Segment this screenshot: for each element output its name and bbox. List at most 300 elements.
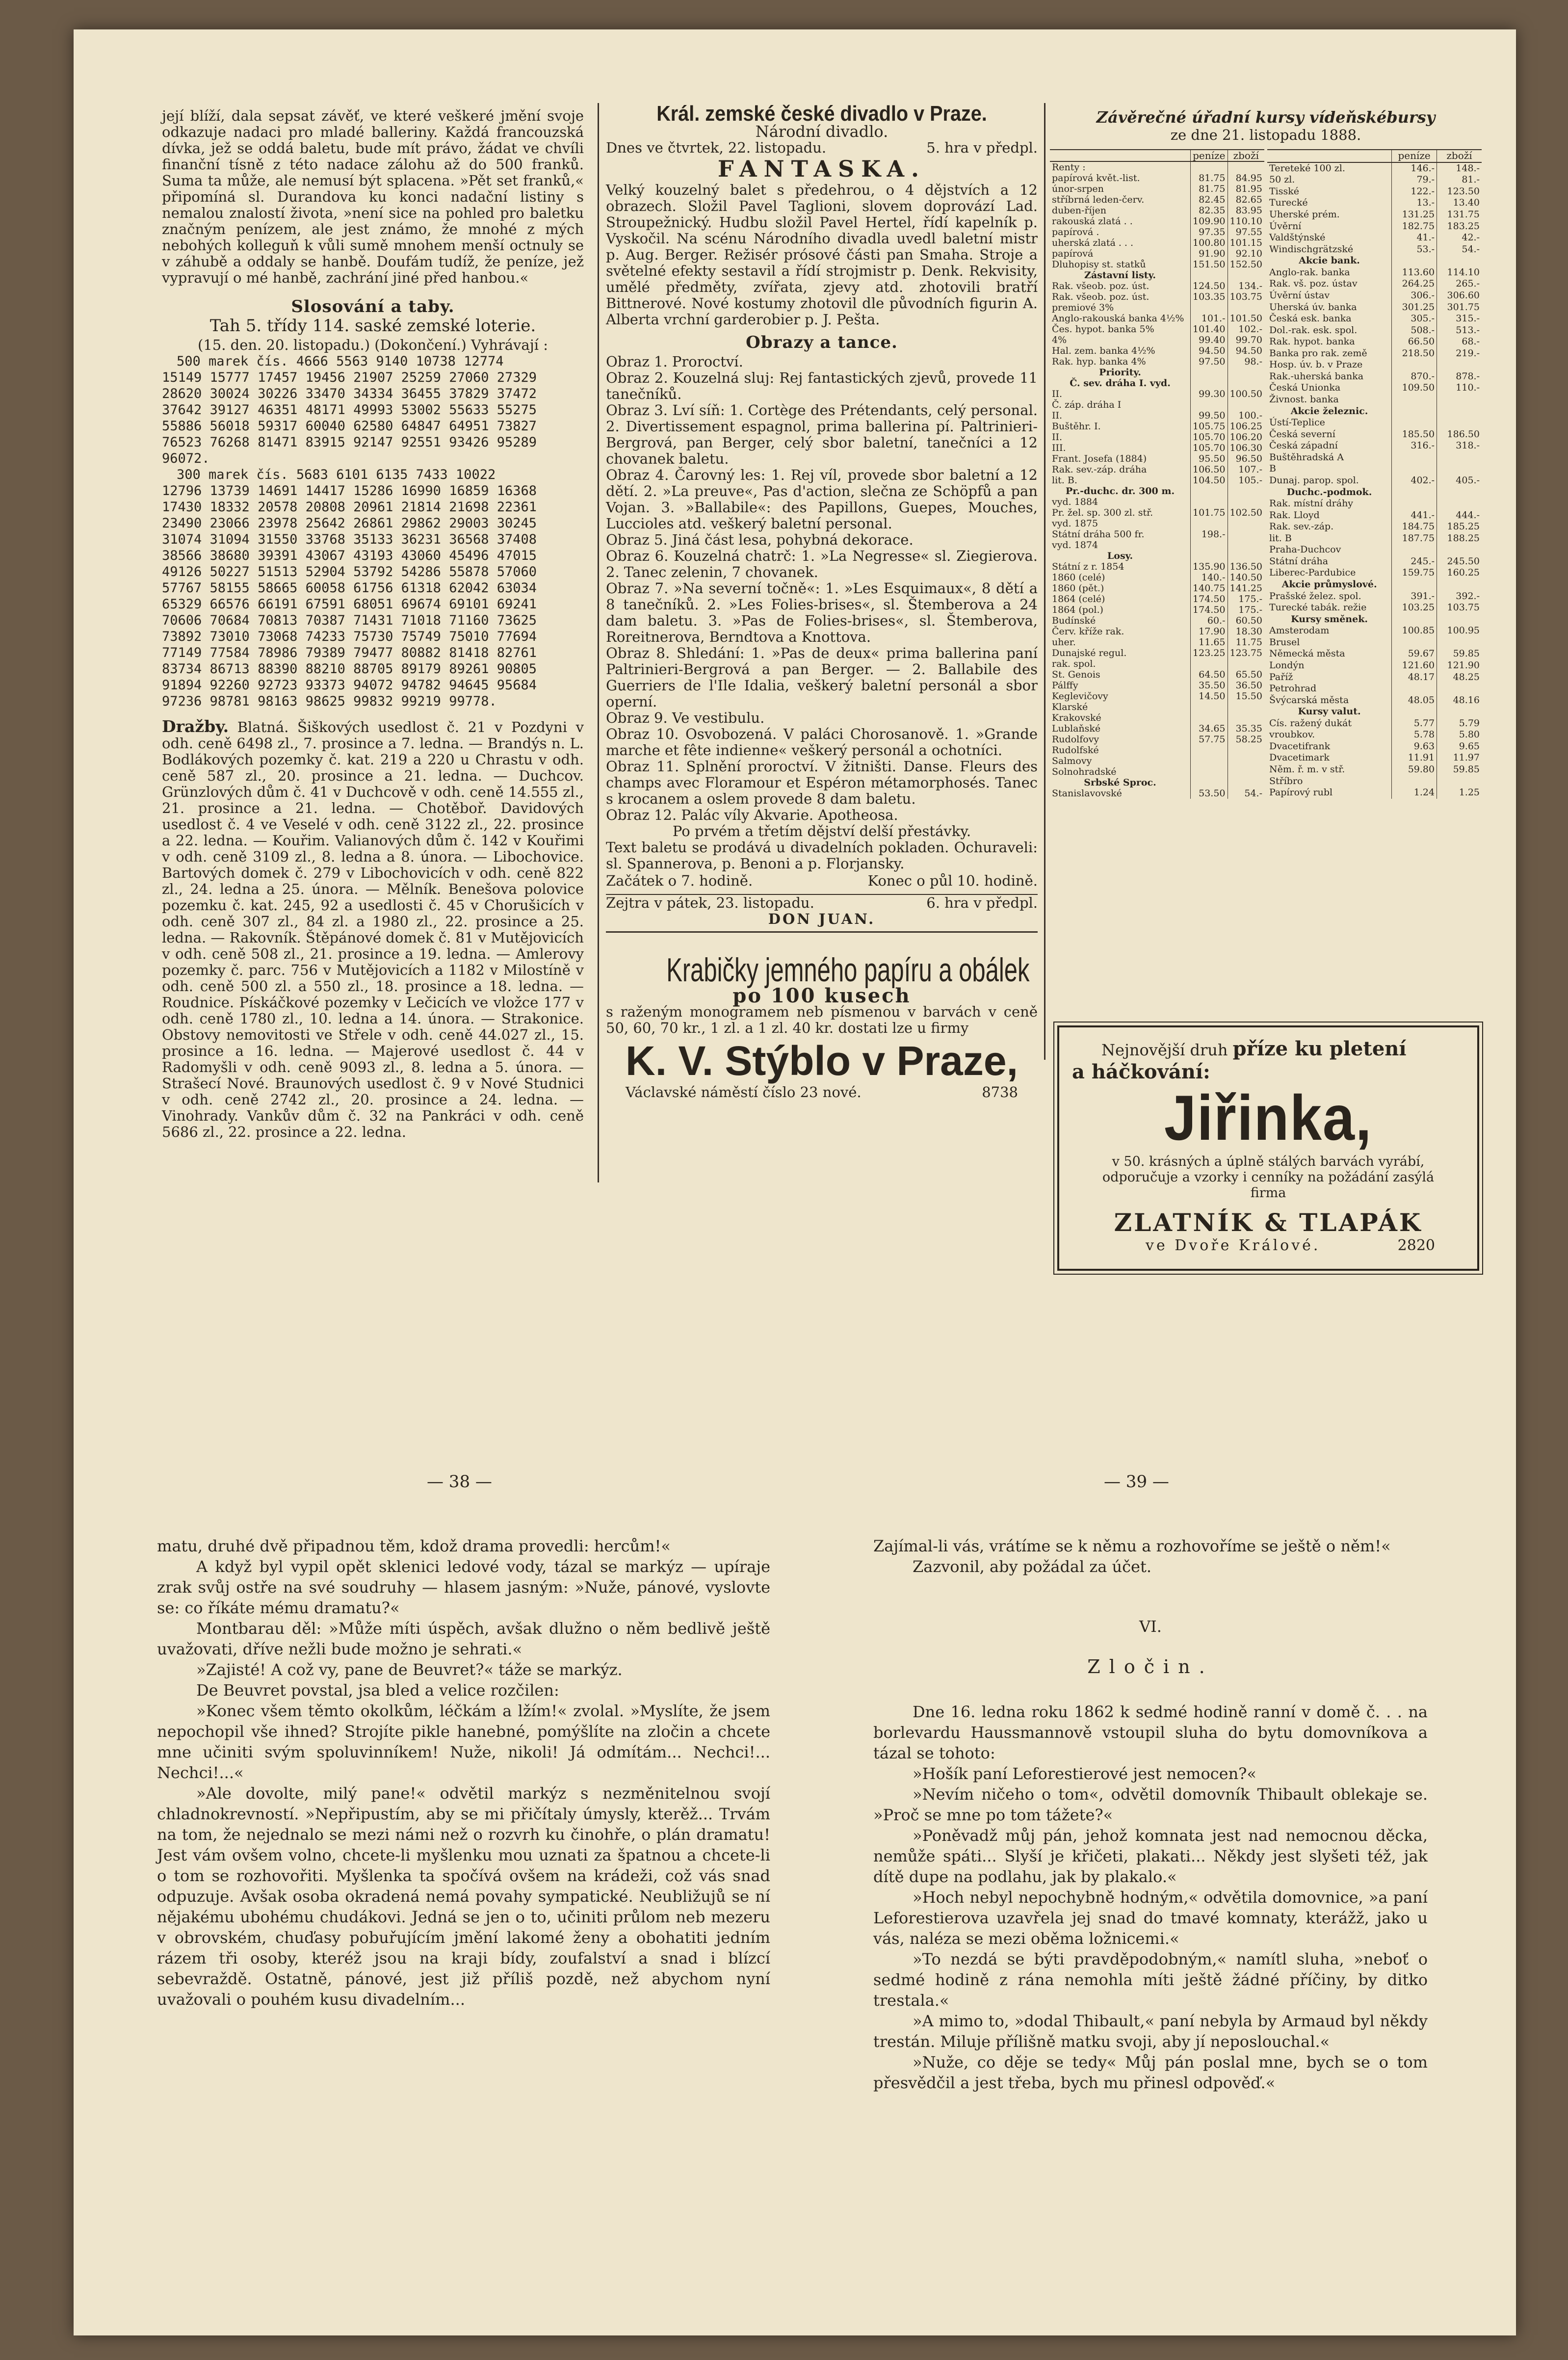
exchange-item: Lublaňské bbox=[1052, 723, 1101, 734]
exchange-goods: 96.50 bbox=[1228, 453, 1264, 464]
exchange-money: 11.91 bbox=[1392, 752, 1437, 764]
yarn-ad-firm: ZLATNÍK & TLAPÁK bbox=[1114, 1208, 1423, 1237]
exchange-item: Banka pro rak. země bbox=[1269, 347, 1367, 359]
exchange-goods: 405.- bbox=[1437, 475, 1482, 487]
exchange-row bbox=[1050, 766, 1264, 777]
tomorrow-play: DON JUAN. bbox=[768, 911, 876, 927]
exchange-row bbox=[1267, 637, 1482, 649]
scenes-list: Obraz 1. Proroctví. Obraz 2. Kouzelná sluj: Rej fantastických zjevů, provede 11 tanečníků. Obraz 3. Lví síň: 1. Cortège des Prétendants, celý personal. 2. Divertissement espagnol, prima ballerina pí. Paltrinieri-Bergrová, pan Berger, celý sbor baletní, tanečníci a 12 chovanek baletu. Obraz 4. Čarovný les: 1. Rej víl, provede sbor baletní a 12 dětí. 2. »La preuve«, Pas d'action, slečna ze Schöpfů a pan Vojan. 3. »Ballabile«: des Papillons, Guepes, Mouches, Luccioles atd. veškerý baletní personal. Obraz 5. Jiná část lesa, pohybná dekorace. Obraz 6. Kouzelná chatrč: 1. »La Negresse« sl. Ziegierova. 2. Tanec zelenin, 7 chovanek. Obraz 7. »Na severní točně«: 1. »Les Esquimaux«, 8 dětí a 8 tanečníků. 2. »Les Folies-brises«, sl. Štemberova a 24 dam baletu. 3. »Pas de Folies-brises«, sl. Štemberova, Roreitnerova, Berndtova a Knottova. Obraz 8. Shledání: 1. »Pas de deux« prima ballerina paní Paltrinieri-Bergrová a pan Berger. — 2. Ballabile des Guerriers de l'Ile Idalia, veškerý baletní personál a sbor operní. Obraz 9. Ve vestibulu. Obraz 10. Osvobozená. V paláci Chorosanově. 1. »Grande marche et fête indienne« veškerý personál a ochotníci. Obraz 11. Splnění proroctví. V žitništi. Danse. Fleurs des champs avec Floramour et Espéron métamorphosés. Tanec s krocanem a oslem provede 8 dam baletu. Obraz 12. Palác víly Akvarie. Apotheosa. bbox=[606, 353, 1038, 823]
exchange-item: Valdštýnské bbox=[1269, 232, 1326, 243]
exchange-row bbox=[1050, 432, 1264, 443]
exchange-goods: 11.97 bbox=[1437, 752, 1482, 764]
exchange-item: Krakovské bbox=[1052, 712, 1101, 723]
exchange-item: Rudolfské bbox=[1052, 745, 1099, 756]
exchange-row bbox=[1050, 788, 1264, 799]
exchange-row bbox=[1267, 232, 1482, 244]
yarn-ad-product: příze ku pletení bbox=[1232, 1037, 1407, 1060]
exchange-row bbox=[1267, 382, 1482, 394]
lottery-500-numbers: 15149 15777 17457 19456 21907 25259 27060 27329 28620 30024 30226 33470 34334 36455 37829 37472 37642 39127 46351 48171 49993 53002 55633 55275 55886 56018 59317 60040 62580 64847 64951 73827 76523 76268 81471 83915 92147 92551 93426 95289 96072. bbox=[162, 370, 537, 466]
exchange-money: 59.67 bbox=[1392, 648, 1437, 660]
exchange-row bbox=[1267, 452, 1482, 464]
exchange-money: 198.- bbox=[1191, 529, 1228, 540]
exchange-goods: 103.75 bbox=[1228, 291, 1264, 313]
exchange-item: Akcie průmyslové. bbox=[1281, 579, 1377, 590]
exchange-item: Windischgrätzské bbox=[1269, 243, 1354, 255]
exchange-row bbox=[1267, 510, 1482, 522]
exchange-money: 64.50 bbox=[1191, 669, 1228, 680]
exchange-row bbox=[1050, 356, 1264, 367]
exchange-money: 57.75 bbox=[1191, 734, 1228, 745]
lottery-500-heading: 500 marek čís. 4666 5563 9140 10738 12774 bbox=[177, 354, 504, 369]
exchange-row bbox=[1267, 394, 1482, 406]
story-paragraph: Zazvonil, aby požádal za účet. bbox=[913, 1557, 1152, 1576]
exchange-item: Prašské želez. spol. bbox=[1269, 590, 1361, 602]
theatre-date-row bbox=[606, 140, 1038, 156]
exchange-money: 99.30 bbox=[1191, 389, 1228, 399]
exchange-item: Rak. sev.-záp. bbox=[1269, 521, 1334, 532]
exchange-item: St. Genois bbox=[1052, 669, 1100, 680]
exchange-item: Č. záp. dráha I bbox=[1052, 399, 1122, 410]
exchange-row bbox=[1267, 475, 1482, 487]
story-paragraph: Zajímal-li vás, vrátíme se k němu a rozhovoříme se ještě o něm!« bbox=[873, 1537, 1391, 1555]
exchange-item: papírová květ.-list. bbox=[1052, 173, 1140, 184]
exchange-goods: 107.- bbox=[1228, 464, 1264, 475]
exchange-item: Rak. vš. poz. ústav bbox=[1269, 278, 1358, 289]
exchange-goods bbox=[1437, 359, 1482, 371]
exchange-row bbox=[1050, 551, 1264, 561]
exchange-money: 113.60 bbox=[1392, 267, 1437, 279]
exchange-goods bbox=[1437, 498, 1482, 510]
exchange-item: vyd. 1875 bbox=[1052, 518, 1098, 529]
exchange-item: Pr. žel. sp. 300 zl. stř. bbox=[1052, 507, 1153, 518]
exchange-goods bbox=[1437, 255, 1482, 267]
exchange-goods: 58.25 bbox=[1228, 734, 1264, 745]
exchange-goods: 97.55 bbox=[1228, 227, 1264, 237]
exchange-money: 151.50 bbox=[1191, 259, 1228, 270]
hdr-goods: zboží bbox=[1228, 150, 1264, 161]
exchange-money: 146.- bbox=[1392, 162, 1437, 175]
exchange-item: rak. spol. bbox=[1052, 658, 1096, 669]
exchange-row bbox=[1050, 313, 1264, 324]
paper-ad-headline: Krabičky jemného papíru a obálek bbox=[666, 951, 1030, 989]
exchange-money bbox=[1191, 270, 1228, 281]
exchange-row bbox=[1050, 227, 1264, 237]
exchange-goods: 1.25 bbox=[1437, 787, 1482, 799]
exchange-goods: 140.50 bbox=[1228, 572, 1264, 583]
exchange-row bbox=[1267, 267, 1482, 279]
exchange-money: 105.75 bbox=[1191, 421, 1228, 432]
exchange-item: Buštěhr. I. bbox=[1052, 421, 1101, 432]
yarn-ad-line1 bbox=[1072, 1037, 1464, 1060]
exchange-money: 66.50 bbox=[1392, 336, 1437, 348]
exchange-row bbox=[1267, 290, 1482, 302]
exchange-money bbox=[1191, 540, 1228, 551]
exchange-goods: 392.- bbox=[1437, 591, 1482, 603]
story-paragraph: »Hoch nebyl nepochybně hodným,« odvětila domovnice, »a paní Leforestierova uzavřela jej snad do tmavé komnaty, kterážž, jako u vás, naléza se mezi oběma ložnicemi.« bbox=[873, 1888, 1428, 1948]
exchange-row bbox=[1050, 561, 1264, 572]
exchange-money bbox=[1392, 637, 1437, 649]
exchange-item: Duchc.-podmok. bbox=[1286, 486, 1372, 498]
exchange-money: 101.75 bbox=[1191, 507, 1228, 518]
exchange-money bbox=[1191, 161, 1228, 173]
exchange-item: Česká Unionka bbox=[1269, 382, 1341, 393]
exchange-row bbox=[1267, 602, 1482, 614]
play-description: Velký kouzelný balet s předehrou, o 4 dějstvích a 12 obrazech. Složil Pavel Taglioni, slovem doprovází Lad. Stroupežnický. Hudbu složil Pavel Hertel, řídí kapelník p. Vyskočil. Na scénu Národního divadla uvedl baletní mistr p. Aug. Berger. Režisér prósové části pan Smaha. Stroje a světelné efekty sestavil a řídí strojmistr p. Denk. Rekvisity, umělé předměty, zvířata, zjevy atd. zhotovili bratří Bittnerové. Nové kostumy zhotovil dle původních figurin A. Alberta vrchní garderobier p. J. Pešta. bbox=[606, 182, 1038, 328]
story-paragraph: »Poněvadž můj pán, jehož komnata jest nad nemocnou děcka, nemůže spáti... Slyší je křičeti, plakati... Někdy jest slyšeti též, jak dítě dupe na podlahu, jak by plakalo.« bbox=[873, 1826, 1428, 1886]
exchange-row bbox=[1050, 464, 1264, 475]
column-rule-1 bbox=[598, 103, 599, 1182]
exchange-goods: 175.- bbox=[1228, 594, 1264, 604]
exchange-row bbox=[1050, 173, 1264, 184]
exchange-money: 99.40 bbox=[1191, 335, 1228, 345]
exchange-row bbox=[1267, 429, 1482, 441]
exchange-item: Pr.-duchc. dr. 300 m. bbox=[1065, 486, 1175, 497]
exchange-goods bbox=[1437, 406, 1482, 418]
exchange-row bbox=[1267, 348, 1482, 360]
exchange-item: Priority. bbox=[1099, 367, 1141, 378]
exchange-item: Uherská úv. banka bbox=[1269, 301, 1357, 313]
exchange-row bbox=[1050, 237, 1264, 248]
lottery-date: (15. den. 20. listopadu.) (Dokončení.) Vyhrávají : bbox=[198, 337, 548, 353]
yarn-ad-brand: Jiřinka, bbox=[1164, 1082, 1373, 1154]
exchange-goods: 148.- bbox=[1437, 162, 1482, 175]
exchange-money bbox=[1191, 712, 1228, 723]
exchange-money bbox=[1392, 406, 1437, 418]
exchange-goods: 106.20 bbox=[1228, 432, 1264, 443]
exchange-money bbox=[1392, 498, 1437, 510]
story-paragraph: »Konec všem těmto okolkům, léčkám a lžím!« zvolal. »Myslíte, že jsem nepochopil vše ihned? Strojíte pikle hanebné, pomýšlíte na zločin a chcete mne učiniti svým spoluvinníkem! Nuže, nikoli! Já odmítám... Nechci!... Nechci!...« bbox=[157, 1702, 770, 1782]
exchange-goods: 36.50 bbox=[1228, 680, 1264, 691]
exchange-row bbox=[1267, 498, 1482, 510]
exchange-goods: 42.- bbox=[1437, 232, 1482, 244]
exchange-money: 174.50 bbox=[1191, 594, 1228, 604]
exchange-money bbox=[1392, 417, 1437, 429]
exchange-item: Něm. ř. m. v stř. bbox=[1269, 764, 1345, 775]
exchange-row bbox=[1267, 614, 1482, 626]
exchange-goods: 98.- bbox=[1228, 356, 1264, 367]
exchange-row bbox=[1050, 378, 1264, 389]
exchange-money: 94.50 bbox=[1191, 345, 1228, 356]
exchange-item: Rak.-uherská banka bbox=[1269, 370, 1364, 382]
exchange-table-right bbox=[1267, 149, 1482, 799]
exchange-goods bbox=[1228, 497, 1264, 507]
exchange-row bbox=[1050, 507, 1264, 518]
exchange-goods bbox=[1437, 683, 1482, 695]
exchange-row bbox=[1267, 672, 1482, 683]
exchange-money bbox=[1191, 378, 1228, 389]
exchange-money: 9.63 bbox=[1392, 741, 1437, 753]
exchange-money bbox=[1392, 706, 1437, 718]
exchange-item: Státní dráha 500 fr. bbox=[1052, 529, 1145, 540]
exchange-money: 101.40 bbox=[1191, 324, 1228, 335]
exchange-item: Česká západní bbox=[1269, 440, 1338, 451]
exchange-goods: 306.60 bbox=[1437, 290, 1482, 302]
exchange-item: Dvacetimark bbox=[1269, 752, 1330, 763]
auctions-title: Dražby. bbox=[162, 717, 229, 736]
exchange-goods: 59.85 bbox=[1437, 764, 1482, 776]
exchange-goods: 134.- bbox=[1228, 281, 1264, 291]
exchange-item: Zástavní listy. bbox=[1084, 270, 1156, 281]
exchange-item: vroubkov. bbox=[1269, 729, 1315, 740]
exchange-money: 59.80 bbox=[1392, 764, 1437, 776]
exchange-row bbox=[1050, 324, 1264, 335]
exchange-goods: 11.75 bbox=[1228, 637, 1264, 648]
exchange-goods: 60.50 bbox=[1228, 615, 1264, 626]
exchange-money: 100.80 bbox=[1191, 237, 1228, 248]
exchange-item: Stříbro bbox=[1269, 775, 1303, 787]
exchange-row bbox=[1050, 702, 1264, 712]
exchange-money: 316.- bbox=[1392, 440, 1437, 452]
exchange-item: Čes. hypot. banka 5% bbox=[1052, 324, 1154, 335]
exchange-goods: 245.50 bbox=[1437, 556, 1482, 568]
exchange-item: vyd. 1874 bbox=[1052, 540, 1098, 551]
exchange-money: 81.75 bbox=[1191, 173, 1228, 184]
exchange-item: Dunajské regul. bbox=[1052, 648, 1127, 658]
theatre-title: Král. zemské české divadlo v Praze. bbox=[656, 102, 987, 126]
exchange-goods bbox=[1437, 579, 1482, 591]
exchange-goods: 5.80 bbox=[1437, 729, 1482, 741]
exchange-section bbox=[1050, 108, 1482, 799]
exchange-row bbox=[1267, 406, 1482, 418]
exchange-goods: 81.- bbox=[1437, 174, 1482, 186]
story-paragraph: matu, druhé dvě připadnou těm, kdož drama provedli: hercům!« bbox=[157, 1537, 671, 1555]
exchange-date: ze dne 21. listopadu 1888. bbox=[1170, 127, 1361, 143]
exchange-money bbox=[1191, 756, 1228, 766]
exchange-goods: 100.95 bbox=[1437, 625, 1482, 637]
exchange-row bbox=[1267, 371, 1482, 383]
exchange-row bbox=[1267, 567, 1482, 579]
yarn-ad-intro: Nejnovější druh bbox=[1101, 1041, 1228, 1059]
exchange-item: Rak. hypot. banka bbox=[1269, 336, 1355, 347]
exchange-goods: 186.50 bbox=[1437, 429, 1482, 441]
exchange-row bbox=[1267, 359, 1482, 371]
exchange-item: Turecké tabák. režie bbox=[1269, 602, 1367, 613]
exchange-goods: 15.50 bbox=[1228, 691, 1264, 702]
exchange-item: 4% bbox=[1052, 335, 1067, 345]
exchange-item: II. bbox=[1052, 432, 1063, 443]
exchange-money: 14.50 bbox=[1191, 691, 1228, 702]
exchange-money: 182.75 bbox=[1392, 221, 1437, 233]
exchange-row bbox=[1050, 205, 1264, 216]
exchange-row bbox=[1050, 248, 1264, 259]
exchange-row bbox=[1050, 745, 1264, 756]
tomorrow-date: Zejtra v pátek, 23. listopadu. bbox=[606, 894, 814, 911]
exchange-money: 185.50 bbox=[1392, 429, 1437, 441]
exchange-money: 1.24 bbox=[1392, 787, 1437, 799]
exchange-goods: 183.25 bbox=[1437, 221, 1482, 233]
exchange-money bbox=[1191, 777, 1228, 788]
exchange-item: Losy. bbox=[1107, 551, 1133, 561]
exchange-item: Liberec-Pardubice bbox=[1269, 567, 1356, 578]
paper-ad-address: Václavské náměstí číslo 23 nové. bbox=[626, 1084, 862, 1101]
exchange-goods bbox=[1228, 551, 1264, 561]
exchange-row bbox=[1267, 302, 1482, 314]
exchange-money: 53.- bbox=[1392, 244, 1437, 256]
exchange-row bbox=[1050, 669, 1264, 680]
exchange-money: 17.90 bbox=[1191, 626, 1228, 637]
scenes-title: Obrazy a tance. bbox=[746, 333, 898, 352]
exchange-goods: 5.79 bbox=[1437, 718, 1482, 730]
exchange-money: 140.75 bbox=[1191, 583, 1228, 594]
story-paragraph: »Ale dovolte, milý pane!« odvětil markýz s nezměnitelnou svojí chladnokrevností. »Nepřipustím, aby se mi přičítaly úmysly, kterěž... Trvám na tom, že nejednalo se mezi námi než o rozvrh ku činohře, o plán dramatu! Jest vám ovšem volno, chcete-li myšlenku mou uznati za špatnou a chcete-li o tom se rozhovořiti. Myšlenka ta spočívá ovšem na krádeži, což vás snad odpuzuje. Avšak osoba okradená nemá povahy sympatické. Neubližujů se ní nějakému ubohému chudákovi. Jedná se jen o to, učiniti průlom neb mezeru v obrovském, chuďasy pobuřujícím jmění lakomé ženy a obohatiti jedním rázem tři osoby, kteréž jsou na kraji bídy, zoufalství a snad i blízcí sebevraždě. Ostatně, pánové, jest již příliš pozdě, než abychom nyní uvažovali o pouhém kusu divadelním... bbox=[157, 1784, 770, 2009]
exchange-goods: 13.40 bbox=[1437, 197, 1482, 209]
page-number-left: — 38 — bbox=[427, 1472, 492, 1492]
exchange-row bbox=[1050, 626, 1264, 637]
exchange-item: II. bbox=[1052, 410, 1063, 421]
exchange-goods: 152.50 bbox=[1228, 259, 1264, 270]
exchange-row bbox=[1267, 487, 1482, 498]
yarn-ad-footer bbox=[1072, 1237, 1464, 1254]
exchange-item: Rak. místní dráhy bbox=[1269, 498, 1354, 509]
exchange-money bbox=[1392, 452, 1437, 464]
exchange-item: Akcie bank. bbox=[1299, 255, 1360, 266]
story-paragraph: »Zajisté! A což vy, pane de Beuvret?« táže se markýz. bbox=[196, 1660, 623, 1679]
exchange-item: únor-srpen bbox=[1052, 184, 1104, 194]
exchange-money bbox=[1392, 614, 1437, 626]
exchange-item: Cís. ražený dukát bbox=[1269, 717, 1352, 729]
exchange-goods bbox=[1228, 756, 1264, 766]
exchange-money: 123.25 bbox=[1191, 648, 1228, 658]
exchange-money: 103.35 bbox=[1191, 291, 1228, 313]
exchange-money: 174.50 bbox=[1191, 604, 1228, 615]
story-paragraph: »Nuže, co děje se tedy« Můj pán poslal mne, bych se o tom přesvědčil a jest třeba, bych mu přinesl odpověď.« bbox=[873, 2053, 1428, 2092]
exchange-goods: 83.95 bbox=[1228, 205, 1264, 216]
exchange-row bbox=[1267, 764, 1482, 776]
exchange-money: 184.75 bbox=[1392, 521, 1437, 533]
exchange-money: 264.25 bbox=[1392, 278, 1437, 290]
exchange-item: uherská zlatá . . . bbox=[1052, 237, 1134, 248]
exchange-goods bbox=[1228, 367, 1264, 378]
exchange-row bbox=[1267, 695, 1482, 707]
exchange-item: Buštěhradská A bbox=[1269, 451, 1344, 463]
exchange-money: 245.- bbox=[1392, 556, 1437, 568]
exchange-item: Stanislavovské bbox=[1052, 788, 1122, 799]
exchange-item: Hal. zem. banka 4½% bbox=[1052, 345, 1155, 356]
exchange-row bbox=[1267, 706, 1482, 718]
exchange-row bbox=[1050, 291, 1264, 313]
exchange-item: Brusel bbox=[1269, 636, 1300, 648]
chapter-number: VI. bbox=[1139, 1617, 1162, 1636]
exchange-goods bbox=[1228, 486, 1264, 497]
exchange-money: 95.50 bbox=[1191, 453, 1228, 464]
exchange-goods bbox=[1437, 487, 1482, 498]
exchange-money bbox=[1392, 255, 1437, 267]
lottery-subtitle: Tah 5. třídy 114. saské zemské loterie. bbox=[209, 316, 536, 336]
exchange-money: 391.- bbox=[1392, 591, 1437, 603]
exchange-row bbox=[1050, 270, 1264, 281]
yarn-ad-line2: a háčkování: bbox=[1072, 1060, 1210, 1083]
exchange-row bbox=[1050, 658, 1264, 669]
exchange-goods: 175.- bbox=[1228, 604, 1264, 615]
exchange-goods: 123.75 bbox=[1228, 648, 1264, 658]
story-paragraph: Montbarau děl: »Může míti úspěch, avšak dlužno o něm bedlivě ještě uvažovati, dříve nežli bude možno je sehrati.« bbox=[157, 1619, 770, 1658]
exchange-goods bbox=[1228, 777, 1264, 788]
exchange-row bbox=[1050, 529, 1264, 540]
exchange-row bbox=[1267, 591, 1482, 603]
exchange-row bbox=[1267, 463, 1482, 475]
exchange-money: 109.90 bbox=[1191, 216, 1228, 227]
exchange-money: 82.45 bbox=[1191, 194, 1228, 205]
exchange-row bbox=[1050, 161, 1264, 173]
exchange-goods: 48.16 bbox=[1437, 695, 1482, 707]
exchange-money bbox=[1191, 745, 1228, 756]
exchange-goods: 105.- bbox=[1228, 475, 1264, 486]
exchange-row bbox=[1050, 259, 1264, 270]
exchange-goods: 136.50 bbox=[1228, 561, 1264, 572]
exchange-money bbox=[1392, 776, 1437, 787]
lottery-title: Slosování a taby. bbox=[291, 297, 455, 316]
exchange-goods: 54.- bbox=[1437, 244, 1482, 256]
exchange-row bbox=[1050, 637, 1264, 648]
exchange-goods: 131.75 bbox=[1437, 209, 1482, 221]
exchange-row bbox=[1267, 579, 1482, 591]
exchange-item: Papírový rubl bbox=[1269, 787, 1333, 798]
exchange-row bbox=[1050, 486, 1264, 497]
exchange-money: 124.50 bbox=[1191, 281, 1228, 291]
exchange-money: 5.77 bbox=[1392, 718, 1437, 730]
exchange-row bbox=[1267, 336, 1482, 348]
exchange-row bbox=[1050, 604, 1264, 615]
exchange-item: Solnohradské bbox=[1052, 766, 1117, 777]
exchange-row bbox=[1267, 660, 1482, 672]
exchange-item: III. bbox=[1052, 443, 1066, 453]
exchange-row bbox=[1050, 443, 1264, 453]
exchange-item: Dol.-rak. esk. spol. bbox=[1269, 324, 1358, 336]
exchange-money: 79.- bbox=[1392, 174, 1437, 186]
exchange-item: lit. B bbox=[1269, 532, 1292, 544]
exchange-row bbox=[1267, 752, 1482, 764]
exchange-row bbox=[1267, 417, 1482, 429]
theatre-column bbox=[606, 102, 1038, 1101]
exchange-money: 187.75 bbox=[1392, 533, 1437, 545]
exchange-money: 48.17 bbox=[1392, 672, 1437, 683]
exchange-row bbox=[1267, 255, 1482, 267]
story-paragraph: »A mimo to, »dodal Thibault,« paní nebyla by Armaud byl někdy trestán. Miluje přílišně matku svoji, aby jí neposlouchal.« bbox=[873, 2012, 1428, 2051]
exchange-goods: 81.95 bbox=[1228, 184, 1264, 194]
exchange-item: Amsterodam bbox=[1269, 625, 1330, 636]
exchange-item: Dunaj. parop. spol. bbox=[1269, 474, 1359, 486]
exchange-row bbox=[1267, 776, 1482, 787]
exchange-money bbox=[1191, 486, 1228, 497]
exchange-item: papírová bbox=[1052, 248, 1094, 259]
exchange-money: 81.75 bbox=[1191, 184, 1228, 194]
exchange-money: 306.- bbox=[1392, 290, 1437, 302]
exchange-item: 1860 (celé) bbox=[1052, 572, 1105, 583]
tomorrow-subscription: 6. hra v předpl. bbox=[926, 894, 1038, 911]
exchange-row bbox=[1267, 221, 1482, 233]
exchange-item: papírová . bbox=[1052, 227, 1099, 237]
theatre-subtitle: Národní divadlo. bbox=[755, 122, 889, 141]
exchange-money: 105.70 bbox=[1191, 432, 1228, 443]
exchange-item: Rak. Lloyd bbox=[1269, 509, 1320, 521]
exchange-item: Č. sev. dráha I. vyd. bbox=[1070, 378, 1171, 389]
exchange-money: 301.25 bbox=[1392, 302, 1437, 314]
exchange-goods bbox=[1228, 745, 1264, 756]
paper-ad-code: 8738 bbox=[982, 1084, 1018, 1101]
exchange-goods: 48.25 bbox=[1437, 672, 1482, 683]
exchange-row bbox=[1050, 194, 1264, 205]
exchange-goods: 59.85 bbox=[1437, 648, 1482, 660]
exchange-item: Státní z r. 1854 bbox=[1052, 561, 1124, 572]
exchange-money bbox=[1191, 367, 1228, 378]
exchange-item: stříbrná leden-červ. bbox=[1052, 194, 1145, 205]
exchange-item: Rak. všeob. poz. úst. bbox=[1052, 281, 1150, 291]
exchange-money: 131.25 bbox=[1392, 209, 1437, 221]
exchange-item: Salmovy bbox=[1052, 756, 1092, 766]
exchange-money: 103.25 bbox=[1392, 602, 1437, 614]
exchange-item: vyd. 1884 bbox=[1052, 497, 1098, 507]
exchange-goods: 110.- bbox=[1437, 382, 1482, 394]
